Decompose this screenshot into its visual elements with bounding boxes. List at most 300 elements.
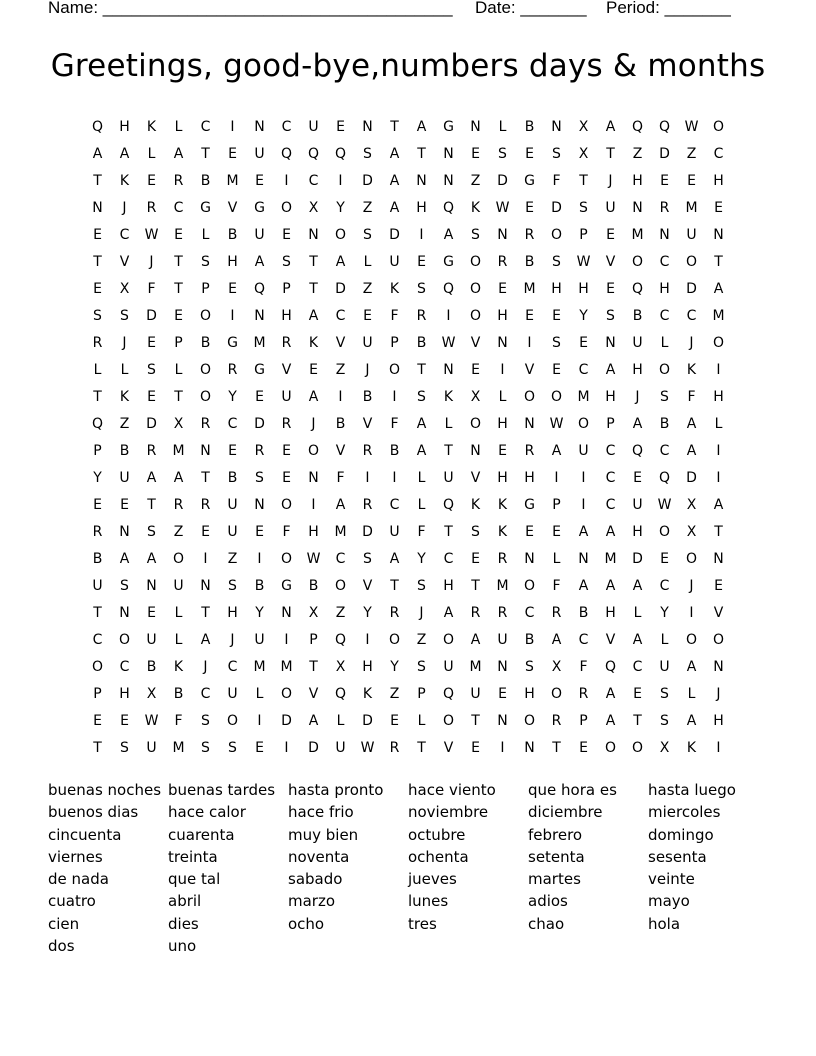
- grid-letter[interactable]: B: [200, 172, 211, 189]
- grid-letter[interactable]: T: [417, 361, 426, 378]
- grid-letter[interactable]: F: [552, 172, 561, 189]
- grid-letter[interactable]: G: [524, 172, 535, 189]
- grid-letter[interactable]: O: [307, 442, 320, 459]
- grid-letter[interactable]: L: [687, 685, 696, 702]
- grid-letter[interactable]: C: [713, 145, 724, 162]
- grid-letter[interactable]: R: [281, 334, 292, 351]
- grid-letter[interactable]: J: [230, 631, 235, 648]
- grid-letter[interactable]: N: [308, 469, 319, 486]
- grid-letter[interactable]: G: [254, 199, 265, 216]
- grid-letter[interactable]: S: [201, 739, 210, 756]
- grid-letter[interactable]: M: [523, 280, 536, 297]
- grid-letter[interactable]: K: [119, 388, 130, 405]
- grid-letter[interactable]: O: [523, 388, 536, 405]
- grid-letter[interactable]: X: [686, 523, 697, 540]
- grid-letter[interactable]: S: [552, 145, 561, 162]
- grid-letter[interactable]: P: [201, 280, 210, 297]
- grid-letter[interactable]: P: [579, 712, 588, 729]
- grid-letter[interactable]: H: [281, 307, 292, 324]
- grid-letter[interactable]: T: [93, 388, 102, 405]
- grid-letter[interactable]: Z: [335, 604, 346, 621]
- grid-letter[interactable]: A: [254, 253, 265, 270]
- grid-letter[interactable]: U: [686, 226, 697, 243]
- grid-letter[interactable]: L: [174, 604, 183, 621]
- grid-letter[interactable]: C: [389, 496, 400, 513]
- grid-letter[interactable]: L: [498, 118, 507, 135]
- grid-letter[interactable]: S: [201, 712, 210, 729]
- grid-letter[interactable]: R: [173, 496, 184, 513]
- grid-letter[interactable]: F: [687, 388, 696, 405]
- grid-letter[interactable]: E: [552, 361, 561, 378]
- grid-letter[interactable]: A: [551, 631, 562, 648]
- grid-letter[interactable]: H: [578, 280, 589, 297]
- grid-letter[interactable]: L: [255, 685, 264, 702]
- grid-letter[interactable]: N: [254, 496, 265, 513]
- grid-letter[interactable]: O: [658, 523, 671, 540]
- grid-letter[interactable]: B: [659, 415, 670, 432]
- grid-letter[interactable]: P: [174, 334, 183, 351]
- grid-letter[interactable]: N: [470, 118, 481, 135]
- grid-letter[interactable]: K: [362, 685, 373, 702]
- grid-letter[interactable]: E: [525, 199, 534, 216]
- grid-letter[interactable]: N: [497, 658, 508, 675]
- grid-letter[interactable]: E: [93, 226, 102, 243]
- grid-letter[interactable]: X: [686, 496, 697, 513]
- grid-letter[interactable]: A: [686, 658, 697, 675]
- grid-letter[interactable]: O: [685, 253, 698, 270]
- grid-letter[interactable]: U: [92, 577, 103, 594]
- grid-letter[interactable]: D: [686, 280, 697, 297]
- grid-letter[interactable]: L: [498, 388, 507, 405]
- grid-letter[interactable]: E: [93, 712, 102, 729]
- grid-letter[interactable]: M: [469, 658, 482, 675]
- grid-letter[interactable]: H: [632, 361, 643, 378]
- grid-letter[interactable]: B: [335, 415, 346, 432]
- grid-letter[interactable]: D: [389, 226, 400, 243]
- grid-letter[interactable]: E: [552, 307, 561, 324]
- grid-letter[interactable]: S: [660, 388, 669, 405]
- grid-letter[interactable]: K: [686, 739, 697, 756]
- grid-letter[interactable]: O: [469, 280, 482, 297]
- grid-letter[interactable]: J: [122, 334, 127, 351]
- grid-letter[interactable]: N: [551, 118, 562, 135]
- grid-letter[interactable]: Z: [416, 631, 427, 648]
- grid-letter[interactable]: E: [579, 739, 588, 756]
- grid-letter[interactable]: E: [714, 199, 723, 216]
- grid-letter[interactable]: Q: [658, 118, 671, 135]
- grid-letter[interactable]: C: [335, 307, 346, 324]
- grid-letter[interactable]: H: [119, 685, 130, 702]
- grid-letter[interactable]: O: [631, 739, 644, 756]
- grid-letter[interactable]: I: [419, 226, 424, 243]
- grid-letter[interactable]: J: [689, 577, 694, 594]
- grid-letter[interactable]: E: [579, 334, 588, 351]
- grid-letter[interactable]: R: [659, 199, 670, 216]
- grid-letter[interactable]: V: [335, 334, 346, 351]
- grid-letter[interactable]: A: [443, 226, 454, 243]
- grid-letter[interactable]: T: [633, 712, 642, 729]
- grid-letter[interactable]: O: [685, 631, 698, 648]
- grid-letter[interactable]: H: [524, 685, 535, 702]
- grid-letter[interactable]: T: [93, 604, 102, 621]
- grid-letter[interactable]: R: [470, 604, 481, 621]
- grid-letter[interactable]: G: [200, 199, 211, 216]
- grid-letter[interactable]: S: [606, 307, 615, 324]
- grid-letter[interactable]: I: [230, 307, 235, 324]
- grid-letter[interactable]: Y: [255, 604, 264, 621]
- grid-letter[interactable]: G: [443, 253, 454, 270]
- grid-letter[interactable]: H: [497, 469, 508, 486]
- grid-letter[interactable]: I: [581, 469, 586, 486]
- grid-letter[interactable]: R: [227, 361, 238, 378]
- grid-letter[interactable]: E: [336, 118, 345, 135]
- name-field[interactable]: Name: _____________________________________: [48, 0, 453, 17]
- grid-letter[interactable]: K: [308, 334, 319, 351]
- grid-letter[interactable]: A: [173, 469, 184, 486]
- grid-letter[interactable]: D: [686, 469, 697, 486]
- grid-letter[interactable]: R: [551, 712, 562, 729]
- grid-letter[interactable]: S: [282, 253, 291, 270]
- grid-letter[interactable]: B: [173, 685, 184, 702]
- grid-letter[interactable]: N: [308, 226, 319, 243]
- grid-letter[interactable]: H: [659, 280, 670, 297]
- grid-letter[interactable]: E: [255, 523, 264, 540]
- grid-letter[interactable]: Q: [280, 145, 293, 162]
- grid-letter[interactable]: Z: [686, 145, 697, 162]
- grid-letter[interactable]: M: [685, 199, 698, 216]
- grid-letter[interactable]: S: [579, 199, 588, 216]
- grid-letter[interactable]: E: [93, 280, 102, 297]
- grid-letter[interactable]: E: [471, 361, 480, 378]
- grid-letter[interactable]: B: [227, 469, 238, 486]
- grid-letter[interactable]: A: [632, 577, 643, 594]
- grid-letter[interactable]: E: [228, 145, 237, 162]
- grid-letter[interactable]: S: [525, 658, 534, 675]
- grid-letter[interactable]: R: [497, 550, 508, 567]
- grid-letter[interactable]: T: [174, 280, 183, 297]
- grid-letter[interactable]: T: [201, 145, 210, 162]
- grid-letter[interactable]: U: [389, 523, 400, 540]
- grid-letter[interactable]: T: [606, 145, 615, 162]
- grid-letter[interactable]: N: [443, 145, 454, 162]
- grid-letter[interactable]: T: [390, 118, 399, 135]
- grid-letter[interactable]: O: [172, 550, 185, 567]
- grid-letter[interactable]: I: [689, 604, 694, 621]
- grid-letter[interactable]: D: [362, 523, 373, 540]
- grid-letter[interactable]: M: [631, 226, 644, 243]
- grid-letter[interactable]: S: [471, 523, 480, 540]
- grid-letter[interactable]: V: [524, 361, 535, 378]
- grid-letter[interactable]: E: [498, 280, 507, 297]
- grid-letter[interactable]: E: [255, 388, 264, 405]
- grid-letter[interactable]: A: [389, 145, 400, 162]
- grid-letter[interactable]: I: [527, 334, 532, 351]
- grid-letter[interactable]: J: [635, 388, 640, 405]
- grid-letter[interactable]: T: [93, 253, 102, 270]
- grid-letter[interactable]: K: [470, 496, 481, 513]
- grid-letter[interactable]: Q: [658, 469, 671, 486]
- grid-letter[interactable]: B: [119, 442, 130, 459]
- grid-letter[interactable]: I: [338, 172, 343, 189]
- grid-letter[interactable]: C: [443, 550, 454, 567]
- grid-letter[interactable]: I: [230, 118, 235, 135]
- grid-letter[interactable]: I: [392, 388, 397, 405]
- grid-letter[interactable]: A: [605, 577, 616, 594]
- grid-letter[interactable]: M: [226, 172, 239, 189]
- grid-letter[interactable]: D: [146, 307, 157, 324]
- grid-letter[interactable]: E: [147, 388, 156, 405]
- grid-letter[interactable]: X: [308, 604, 319, 621]
- grid-letter[interactable]: X: [335, 658, 346, 675]
- grid-letter[interactable]: T: [309, 253, 318, 270]
- grid-letter[interactable]: U: [578, 442, 589, 459]
- grid-letter[interactable]: C: [524, 604, 535, 621]
- grid-letter[interactable]: I: [365, 469, 370, 486]
- grid-letter[interactable]: Z: [227, 550, 238, 567]
- grid-letter[interactable]: L: [660, 631, 669, 648]
- grid-letter[interactable]: R: [551, 604, 562, 621]
- grid-letter[interactable]: S: [660, 712, 669, 729]
- grid-letter[interactable]: X: [551, 658, 562, 675]
- grid-letter[interactable]: J: [689, 334, 694, 351]
- grid-letter[interactable]: V: [281, 361, 292, 378]
- grid-letter[interactable]: Q: [631, 280, 644, 297]
- grid-letter[interactable]: Y: [228, 388, 237, 405]
- grid-letter[interactable]: N: [470, 442, 481, 459]
- grid-letter[interactable]: B: [578, 604, 589, 621]
- grid-letter[interactable]: P: [606, 415, 615, 432]
- grid-letter[interactable]: C: [632, 658, 643, 675]
- grid-letter[interactable]: N: [578, 550, 589, 567]
- grid-letter[interactable]: H: [713, 388, 724, 405]
- grid-letter[interactable]: E: [471, 739, 480, 756]
- grid-letter[interactable]: R: [92, 523, 103, 540]
- grid-letter[interactable]: S: [93, 307, 102, 324]
- grid-letter[interactable]: E: [228, 442, 237, 459]
- grid-letter[interactable]: T: [93, 739, 102, 756]
- grid-letter[interactable]: C: [686, 307, 697, 324]
- grid-letter[interactable]: E: [606, 280, 615, 297]
- grid-letter[interactable]: E: [471, 550, 480, 567]
- grid-letter[interactable]: F: [174, 712, 183, 729]
- grid-letter[interactable]: P: [309, 631, 318, 648]
- grid-letter[interactable]: J: [203, 658, 208, 675]
- grid-letter[interactable]: R: [362, 442, 373, 459]
- grid-letter[interactable]: E: [282, 469, 291, 486]
- grid-letter[interactable]: E: [660, 550, 669, 567]
- grid-letter[interactable]: E: [471, 145, 480, 162]
- grid-letter[interactable]: E: [633, 685, 642, 702]
- grid-letter[interactable]: U: [632, 334, 643, 351]
- grid-letter[interactable]: A: [686, 442, 697, 459]
- grid-letter[interactable]: O: [550, 685, 563, 702]
- grid-letter[interactable]: K: [173, 658, 184, 675]
- grid-letter[interactable]: A: [578, 523, 589, 540]
- grid-letter[interactable]: M: [280, 658, 293, 675]
- grid-letter[interactable]: C: [308, 172, 319, 189]
- grid-letter[interactable]: A: [605, 361, 616, 378]
- grid-letter[interactable]: X: [173, 415, 184, 432]
- grid-letter[interactable]: U: [443, 658, 454, 675]
- grid-letter[interactable]: R: [146, 199, 157, 216]
- grid-letter[interactable]: R: [200, 415, 211, 432]
- grid-letter[interactable]: N: [713, 226, 724, 243]
- grid-letter[interactable]: R: [173, 172, 184, 189]
- grid-letter[interactable]: U: [443, 469, 454, 486]
- grid-letter[interactable]: B: [146, 658, 157, 675]
- grid-letter[interactable]: E: [498, 685, 507, 702]
- grid-letter[interactable]: E: [633, 469, 642, 486]
- grid-letter[interactable]: N: [497, 334, 508, 351]
- grid-letter[interactable]: T: [390, 577, 399, 594]
- grid-letter[interactable]: B: [524, 253, 535, 270]
- grid-letter[interactable]: G: [227, 334, 238, 351]
- grid-letter[interactable]: M: [253, 334, 266, 351]
- grid-letter[interactable]: K: [686, 361, 697, 378]
- grid-letter[interactable]: E: [363, 307, 372, 324]
- grid-letter[interactable]: R: [497, 253, 508, 270]
- grid-letter[interactable]: L: [174, 361, 183, 378]
- grid-letter[interactable]: O: [712, 118, 725, 135]
- grid-letter[interactable]: V: [470, 334, 481, 351]
- grid-letter[interactable]: Q: [631, 118, 644, 135]
- grid-letter[interactable]: O: [712, 334, 725, 351]
- grid-letter[interactable]: C: [200, 118, 211, 135]
- grid-letter[interactable]: F: [282, 523, 291, 540]
- grid-letter[interactable]: X: [578, 118, 589, 135]
- grid-letter[interactable]: E: [714, 577, 723, 594]
- grid-letter[interactable]: V: [443, 739, 454, 756]
- grid-letter[interactable]: K: [497, 523, 508, 540]
- grid-letter[interactable]: O: [550, 226, 563, 243]
- grid-letter[interactable]: A: [713, 280, 724, 297]
- grid-letter[interactable]: E: [417, 253, 426, 270]
- grid-letter[interactable]: Y: [93, 469, 102, 486]
- grid-letter[interactable]: K: [389, 280, 400, 297]
- grid-letter[interactable]: T: [201, 469, 210, 486]
- grid-letter[interactable]: Y: [579, 307, 588, 324]
- grid-letter[interactable]: E: [201, 523, 210, 540]
- grid-letter[interactable]: H: [632, 523, 643, 540]
- grid-letter[interactable]: U: [227, 496, 238, 513]
- grid-letter[interactable]: S: [147, 523, 156, 540]
- grid-letter[interactable]: Z: [173, 523, 184, 540]
- grid-letter[interactable]: C: [92, 631, 103, 648]
- grid-letter[interactable]: N: [497, 226, 508, 243]
- grid-letter[interactable]: N: [200, 577, 211, 594]
- grid-letter[interactable]: H: [551, 280, 562, 297]
- grid-letter[interactable]: I: [716, 442, 721, 459]
- grid-letter[interactable]: P: [93, 685, 102, 702]
- grid-letter[interactable]: Y: [660, 604, 669, 621]
- grid-letter[interactable]: E: [255, 172, 264, 189]
- grid-letter[interactable]: S: [228, 739, 237, 756]
- grid-letter[interactable]: O: [118, 631, 131, 648]
- grid-letter[interactable]: O: [685, 550, 698, 567]
- grid-letter[interactable]: N: [200, 442, 211, 459]
- grid-letter[interactable]: H: [632, 172, 643, 189]
- grid-letter[interactable]: R: [524, 442, 535, 459]
- grid-letter[interactable]: W: [441, 334, 456, 351]
- grid-letter[interactable]: H: [416, 199, 427, 216]
- grid-letter[interactable]: A: [389, 172, 400, 189]
- grid-letter[interactable]: O: [469, 415, 482, 432]
- grid-letter[interactable]: U: [659, 658, 670, 675]
- grid-letter[interactable]: K: [470, 199, 481, 216]
- grid-letter[interactable]: U: [146, 739, 157, 756]
- grid-letter[interactable]: Z: [470, 172, 481, 189]
- grid-letter[interactable]: M: [712, 307, 725, 324]
- grid-letter[interactable]: S: [417, 388, 426, 405]
- grid-letter[interactable]: O: [658, 361, 671, 378]
- grid-letter[interactable]: D: [335, 280, 346, 297]
- grid-letter[interactable]: W: [306, 550, 321, 567]
- grid-letter[interactable]: L: [174, 118, 183, 135]
- grid-letter[interactable]: W: [360, 739, 375, 756]
- grid-letter[interactable]: I: [500, 739, 505, 756]
- grid-letter[interactable]: H: [362, 658, 373, 675]
- grid-letter[interactable]: B: [524, 118, 535, 135]
- grid-letter[interactable]: S: [417, 280, 426, 297]
- grid-letter[interactable]: I: [284, 739, 289, 756]
- grid-letter[interactable]: A: [200, 631, 211, 648]
- grid-letter[interactable]: G: [254, 361, 265, 378]
- grid-letter[interactable]: L: [147, 145, 156, 162]
- grid-letter[interactable]: H: [524, 469, 535, 486]
- grid-letter[interactable]: N: [254, 307, 265, 324]
- grid-letter[interactable]: L: [417, 496, 426, 513]
- grid-letter[interactable]: V: [362, 415, 373, 432]
- grid-letter[interactable]: A: [686, 415, 697, 432]
- grid-letter[interactable]: L: [444, 415, 453, 432]
- grid-letter[interactable]: S: [120, 577, 129, 594]
- grid-letter[interactable]: S: [552, 253, 561, 270]
- grid-letter[interactable]: O: [469, 307, 482, 324]
- grid-letter[interactable]: O: [199, 361, 212, 378]
- grid-letter[interactable]: T: [93, 172, 102, 189]
- grid-letter[interactable]: S: [201, 253, 210, 270]
- grid-letter[interactable]: F: [552, 577, 561, 594]
- grid-letter[interactable]: C: [659, 442, 670, 459]
- grid-letter[interactable]: H: [497, 415, 508, 432]
- grid-letter[interactable]: N: [632, 199, 643, 216]
- grid-letter[interactable]: N: [362, 118, 373, 135]
- grid-letter[interactable]: E: [309, 361, 318, 378]
- grid-letter[interactable]: Z: [389, 685, 400, 702]
- grid-letter[interactable]: K: [146, 118, 157, 135]
- grid-letter[interactable]: P: [552, 496, 561, 513]
- grid-letter[interactable]: C: [659, 577, 670, 594]
- grid-letter[interactable]: A: [632, 415, 643, 432]
- grid-letter[interactable]: U: [335, 739, 346, 756]
- grid-letter[interactable]: L: [417, 712, 426, 729]
- grid-letter[interactable]: F: [417, 523, 426, 540]
- grid-letter[interactable]: N: [713, 550, 724, 567]
- grid-letter[interactable]: E: [147, 334, 156, 351]
- grid-letter[interactable]: O: [280, 685, 293, 702]
- grid-letter[interactable]: V: [335, 442, 346, 459]
- grid-letter[interactable]: L: [363, 253, 372, 270]
- grid-letter[interactable]: Q: [334, 145, 347, 162]
- grid-letter[interactable]: J: [716, 685, 721, 702]
- grid-letter[interactable]: U: [632, 496, 643, 513]
- grid-letter[interactable]: P: [417, 685, 426, 702]
- grid-letter[interactable]: T: [714, 253, 723, 270]
- grid-letter[interactable]: X: [308, 199, 319, 216]
- grid-letter[interactable]: Q: [631, 442, 644, 459]
- grid-letter[interactable]: S: [255, 469, 264, 486]
- grid-letter[interactable]: L: [93, 361, 102, 378]
